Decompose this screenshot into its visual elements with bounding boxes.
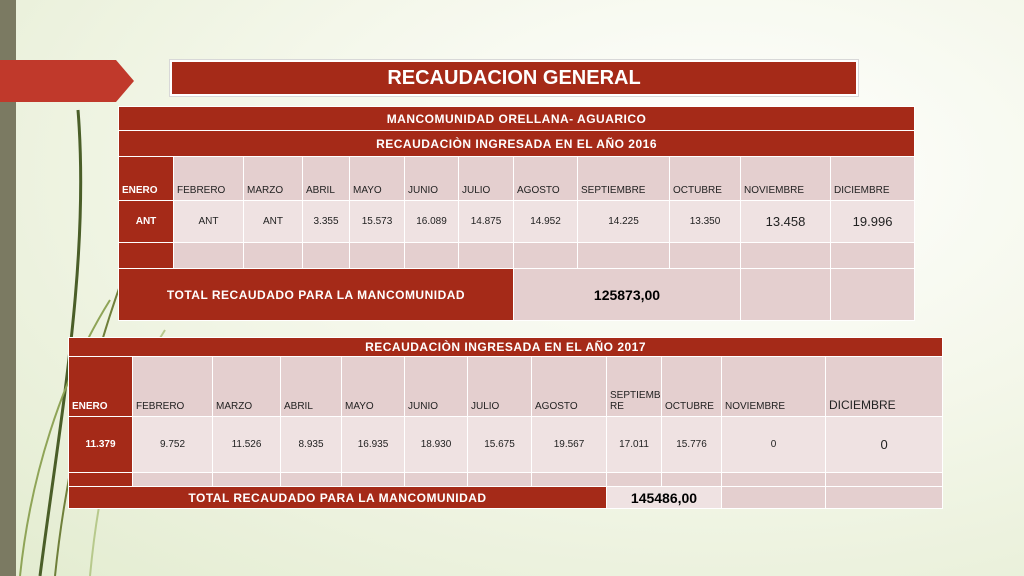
empty-cell bbox=[281, 473, 342, 487]
month-header: JULIO bbox=[468, 357, 532, 417]
table-2017 bbox=[68, 337, 943, 509]
empty-cell bbox=[741, 269, 831, 321]
empty-cell bbox=[607, 473, 662, 487]
month-header: MAYO bbox=[350, 157, 405, 201]
empty-cell bbox=[342, 473, 405, 487]
month-header: MAYO bbox=[342, 357, 405, 417]
total-value-2016: 125873,00 bbox=[514, 269, 741, 321]
empty-cell bbox=[578, 243, 670, 269]
empty-cell bbox=[69, 473, 133, 487]
month-value: ANT bbox=[119, 201, 174, 243]
month-value: 0 bbox=[722, 417, 826, 473]
month-value: 11.379 bbox=[69, 417, 133, 473]
month-value: 14.225 bbox=[578, 201, 670, 243]
empty-cell bbox=[119, 243, 174, 269]
month-header: AGOSTO bbox=[514, 157, 578, 201]
month-header: NOVIEMBRE bbox=[722, 357, 826, 417]
month-value: ANT bbox=[244, 201, 303, 243]
month-header: MARZO bbox=[213, 357, 281, 417]
month-value: 19.567 bbox=[532, 417, 607, 473]
month-value: 15.573 bbox=[350, 201, 405, 243]
month-value: 13.458 bbox=[741, 201, 831, 243]
month-header: OCTUBRE bbox=[670, 157, 741, 201]
empty-cell bbox=[670, 243, 741, 269]
empty-cell bbox=[741, 243, 831, 269]
empty-cell bbox=[826, 487, 943, 509]
empty-cell bbox=[722, 473, 826, 487]
month-header: NOVIEMBRE bbox=[741, 157, 831, 201]
empty-cell bbox=[350, 243, 405, 269]
month-value: 0 bbox=[826, 417, 943, 473]
month-value: 16.089 bbox=[405, 201, 459, 243]
empty-cell bbox=[468, 473, 532, 487]
month-header: DICIEMBRE bbox=[831, 157, 915, 201]
empty-cell bbox=[532, 473, 607, 487]
total-label-2017: TOTAL RECAUDADO PARA LA MANCOMUNIDAD bbox=[69, 487, 607, 509]
month-header: FEBRERO bbox=[174, 157, 244, 201]
month-value: 13.350 bbox=[670, 201, 741, 243]
month-header: SEPTIEMBRE bbox=[578, 157, 670, 201]
arrow-decor bbox=[0, 60, 116, 102]
empty-cell bbox=[459, 243, 514, 269]
month-header: JUNIO bbox=[405, 157, 459, 201]
empty-cell bbox=[722, 487, 826, 509]
month-value: 19.996 bbox=[831, 201, 915, 243]
empty-cell bbox=[826, 473, 943, 487]
empty-cell bbox=[213, 473, 281, 487]
month-header: FEBRERO bbox=[133, 357, 213, 417]
table-2016-entity: MANCOMUNIDAD ORELLANA- AGUARICO bbox=[119, 107, 915, 131]
month-header: JULIO bbox=[459, 157, 514, 201]
slide-title: RECAUDACION GENERAL bbox=[170, 60, 858, 96]
empty-cell bbox=[514, 243, 578, 269]
month-value: 16.935 bbox=[342, 417, 405, 473]
empty-cell bbox=[133, 473, 213, 487]
empty-cell bbox=[174, 243, 244, 269]
month-header: ABRIL bbox=[281, 357, 342, 417]
month-header: OCTUBRE bbox=[662, 357, 722, 417]
month-value: 18.930 bbox=[405, 417, 468, 473]
month-value: 8.935 bbox=[281, 417, 342, 473]
month-value: 17.011 bbox=[607, 417, 662, 473]
month-header: MARZO bbox=[244, 157, 303, 201]
month-value: 15.776 bbox=[662, 417, 722, 473]
month-header: AGOSTO bbox=[532, 357, 607, 417]
month-value: 15.675 bbox=[468, 417, 532, 473]
month-value: 14.875 bbox=[459, 201, 514, 243]
month-header: SEPTIEMB RE bbox=[607, 357, 662, 417]
empty-cell bbox=[831, 243, 915, 269]
table-2016 bbox=[118, 106, 915, 321]
empty-cell bbox=[662, 473, 722, 487]
month-header: ABRIL bbox=[303, 157, 350, 201]
empty-cell bbox=[405, 243, 459, 269]
empty-cell bbox=[303, 243, 350, 269]
month-header: ENERO bbox=[119, 157, 174, 201]
empty-cell bbox=[831, 269, 915, 321]
month-header: JUNIO bbox=[405, 357, 468, 417]
empty-cell bbox=[405, 473, 468, 487]
table-2017-subtitle: RECAUDACIÒN INGRESADA EN EL AÑO 2017 bbox=[69, 338, 943, 357]
month-value: ANT bbox=[174, 201, 244, 243]
arrow-tip-decor bbox=[116, 60, 134, 102]
table-2016-subtitle: RECAUDACIÒN INGRESADA EN EL AÑO 2016 bbox=[119, 131, 915, 157]
month-value: 11.526 bbox=[213, 417, 281, 473]
month-value: 3.355 bbox=[303, 201, 350, 243]
total-value-2017: 145486,00 bbox=[607, 487, 722, 509]
month-header: ENERO bbox=[69, 357, 133, 417]
month-value: 14.952 bbox=[514, 201, 578, 243]
month-value: 9.752 bbox=[133, 417, 213, 473]
month-header: DICIEMBRE bbox=[826, 357, 943, 417]
empty-cell bbox=[244, 243, 303, 269]
total-label-2016: TOTAL RECAUDADO PARA LA MANCOMUNIDAD bbox=[119, 269, 514, 321]
